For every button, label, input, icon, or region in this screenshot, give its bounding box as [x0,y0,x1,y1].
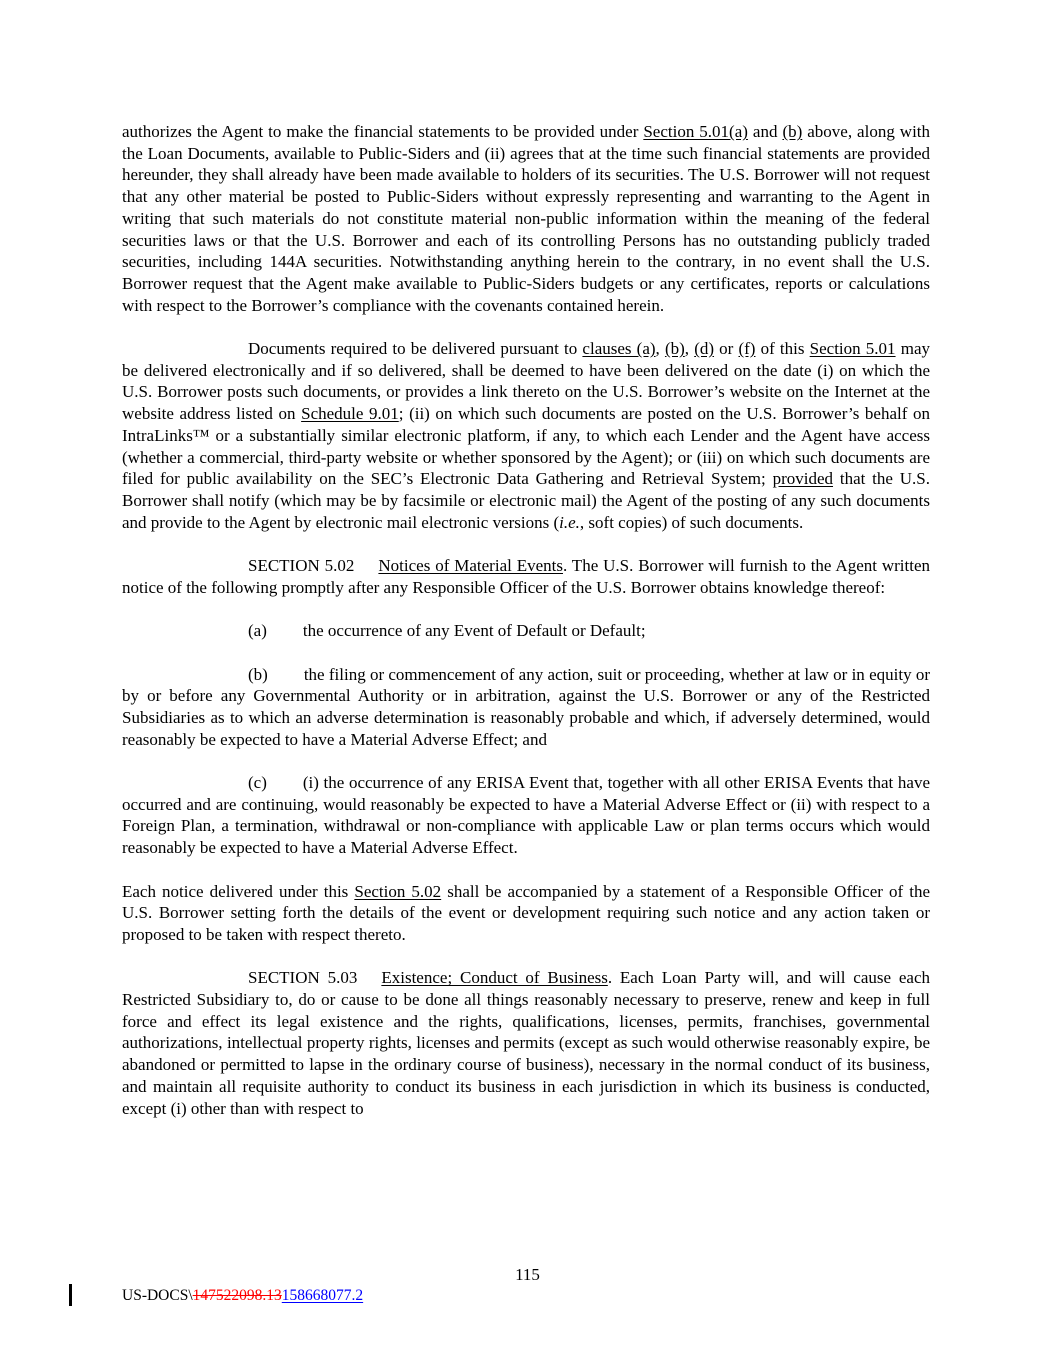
text-run: shall be accompanied by a statement of a Responsible Officer of the U.S. Borrower setting forth the details of the event or development requiring such notice and any action taken or proposed to be taken with respect thereto. [122,881,930,944]
list-item-a [122,620,930,642]
footer-doc-id-old: 147522098.13 [192,1287,282,1304]
change-bar [69,1284,72,1306]
text-run: i.e. [559,512,580,532]
document-body [122,121,930,1119]
cross-reference: Existence; Conduct of Business [381,968,608,988]
text-run: , [684,339,695,359]
text-run: , soft copies) of such documents. [579,512,804,532]
cross-reference: provided [772,469,834,489]
cross-reference: (d) [694,339,715,359]
text-run: Each notice delivered under this [122,881,355,901]
cross-reference: Schedule 9.01 [301,404,399,424]
cross-reference: (f) [738,339,756,359]
footer-doc-id-prefix: US-DOCS\ [122,1287,193,1304]
footer-doc-id [122,1287,363,1304]
text-run: that the U.S. Borrower shall notify (which may be by facsimile or electronic mail) the Agent of the posting of any such documents and provide to the Agent by electronic mail electronic versions ( [122,469,930,532]
text-run: of this [755,339,810,359]
text-run: (i) the occurrence of any ERISA Event that, together with all other ERISA Events that have occurred and are continuing, would reasonably be expected to have a Material Adverse Effect or (ii) with respect to a Foreign Plan, a termination, withdrawal or non-compliance with applicable Law or plan terms occurs which would reasonably be expected to have a Material Adverse Effect. [122,773,930,858]
text-run: the occurrence of any Event of Default or Default; [302,621,646,641]
page-number: 115 [515,1265,540,1284]
cross-reference: Section 5.02 [354,881,442,901]
cross-reference: Section 5.01(a) [643,122,748,141]
text-run: or [714,339,739,359]
text-run: (a) [248,621,267,641]
text-run: the filing or commencement of any action, suit or proceeding, whether at law or in equity or by or before any Governmental Authority or in arbitration, against the U.S. Borrower or any of the Restricted Subsidiaries as to which an adverse determination is reasonably probable and which, if adversely determined, would reasonably be expected to have a Material Adverse Effect; and [122,664,930,749]
text-run: SECTION 5.03 [248,968,358,988]
text-run: may be delivered electronically and if so delivered, shall be deemed to have been delivered on the date (i) on which the U.S. Borrower posts such documents, or provides a link thereto on the U.S. Borrower’s website on the Internet at the website address listed on [122,339,930,424]
footer-doc-id-new: 158668077.2 [281,1287,364,1304]
text-run: SECTION 5.02 [248,556,355,576]
electronic-delivery-paragraph [122,338,930,533]
list-item-c [122,772,930,859]
public-siders-paragraph [122,121,930,316]
text-run: (b) [248,664,268,684]
text-run: above, along with the Loan Documents, available to Public-Siders and (ii) agrees that at the time such financial statements are provided hereunder, they shall already have been made available to holders of its securities. The U.S. Borrower will not request that any other material be posted to Public-Siders without expressly representing and warranting to the Agent in writing that such materials do not constitute material non-public information within the meaning of the federal securities laws or that the U.S. Borrower and each of its controlling Persons has no outstanding publicly traded securities, including 144A securities. Notwithstanding anything herein to the contrary, in no event shall the U.S. Borrower request that the Agent make available to Public-Siders budgets or any certificates, reports or calculations with respect to the Borrower’s compliance with the covenants contained herein. [122,122,931,315]
cross-reference: clauses (a) [582,339,656,359]
cross-reference: Notices of Material Events [378,556,563,576]
text-run: , [655,339,665,359]
notice-statement-paragraph [122,881,930,946]
text-run: (c) [248,773,267,793]
list-item-b [122,664,930,751]
text-run: authorizes the Agent to make the financial statements to be provided under [122,122,644,141]
cross-reference: (b) [782,122,803,141]
section-5-02-paragraph [122,555,930,598]
cross-reference: (b) [664,339,685,359]
section-5-03-paragraph [122,967,930,1119]
text-run: . The U.S. Borrower will furnish to the Agent written notice of the following promptly after any Responsible Officer of the U.S. Borrower obtains knowledge thereof: [122,556,930,597]
text-run: Documents required to be delivered pursuant to [248,339,583,359]
cross-reference: Section 5.01 [809,339,896,359]
text-run: and [747,122,783,141]
text-run: ; (ii) on which such documents are posted on the U.S. Borrower’s behalf on IntraLinks™ or a substantially similar electronic platform, if any, to which each Lender and the Agent have access (whether a commercial, third-party website or whether sponsored by the Agent); or (iii) on which such documents are filed for public availability on the SEC’s Electronic Data Gathering and Retrieval System; [122,404,930,489]
text-run: . Each Loan Party will, and will cause each Restricted Subsidiary to, do or cause to be done all things reasonably necessary to preserve, renew and keep in full force and effect its legal existence and the rights, qualifications, licenses, permits, franchises, governmental authorizations, intellectual property rights, licenses and permits (except as such would otherwise reasonably expire, be abandoned or permitted to lapse in the ordinary course of business), necessary in the normal conduct of its business, and maintain all requisite authority to conduct its business in each jurisdiction in which its business is conducted, except (i) other than with respect to [122,968,931,1118]
